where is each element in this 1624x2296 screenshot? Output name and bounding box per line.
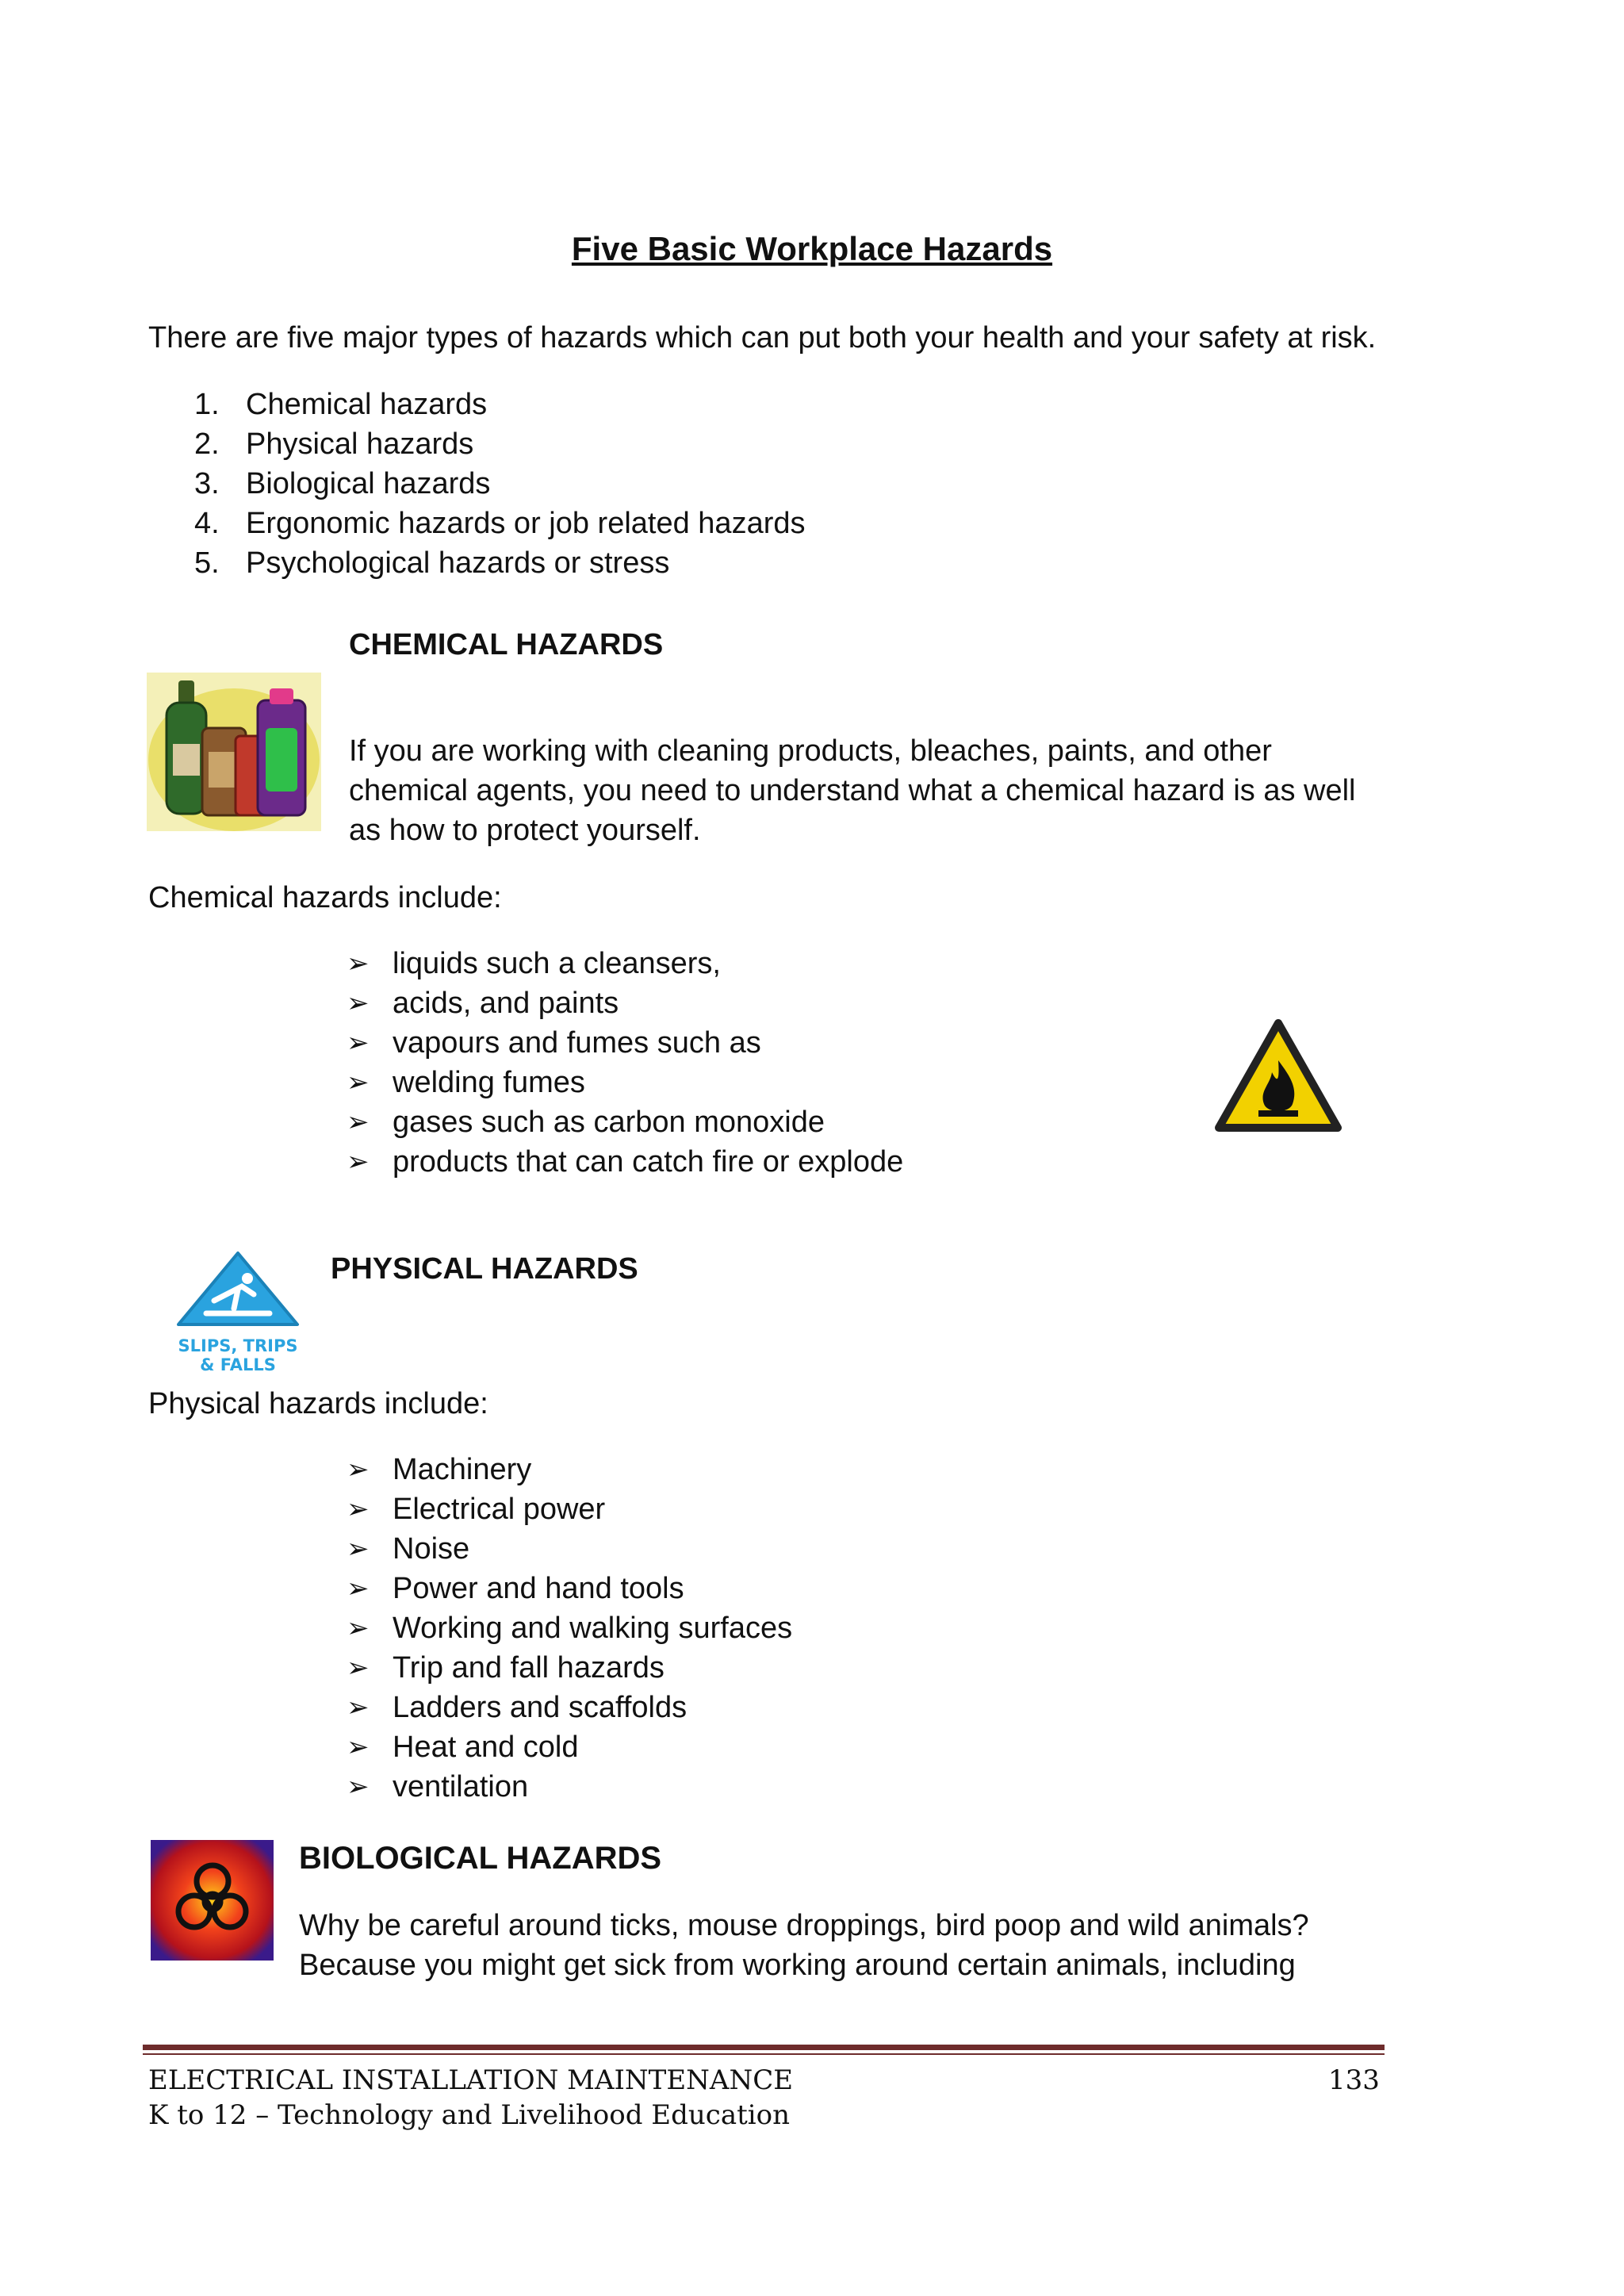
biological-heading: BIOLOGICAL HAZARDS [299, 1841, 662, 1876]
arrow-bullet-icon: ➢ [347, 1732, 370, 1762]
arrow-bullet-icon: ➢ [347, 1613, 370, 1643]
list-item: 4. Ergonomic hazards or job related hazards [194, 507, 806, 540]
list-item: 1. Chemical hazards [194, 388, 488, 421]
list-item: ➢ Noise [347, 1529, 792, 1569]
list-item: ➢ vapours and fumes such as [347, 1023, 903, 1063]
chemical-bottles-icon [147, 673, 321, 831]
arrow-bullet-icon: ➢ [347, 1653, 370, 1683]
arrow-bullet-icon: ➢ [347, 1455, 370, 1485]
slips-trips-falls-sign [159, 1245, 317, 1372]
arrow-bullet-icon: ➢ [347, 1494, 370, 1524]
list-item: ➢ Machinery [347, 1450, 792, 1489]
hazard-types-list [194, 385, 806, 583]
footer-rule [143, 2045, 1385, 2050]
list-item: ➢ ventilation [347, 1767, 792, 1807]
list-item: ➢ Working and walking surfaces [347, 1608, 792, 1648]
footer-subtitle: K to 12 – Technology and Livelihood Education [148, 2099, 790, 2131]
list-item: ➢ gases such as carbon monoxide [347, 1102, 903, 1142]
intro-text: There are five major types of hazards which can put both your health and your safety at risk. [148, 321, 1377, 355]
footer-rule [143, 2053, 1385, 2055]
list-item: ➢ Heat and cold [347, 1727, 792, 1767]
chemical-heading: CHEMICAL HAZARDS [349, 628, 664, 661]
arrow-bullet-icon: ➢ [347, 1573, 370, 1604]
physical-heading: PHYSICAL HAZARDS [331, 1252, 638, 1286]
page-number: 133 [1328, 2064, 1380, 2096]
list-item: ➢ liquids such a cleansers, [347, 944, 903, 983]
list-item: 3. Biological hazards [194, 467, 491, 500]
list-item: ➢ Power and hand tools [347, 1569, 792, 1608]
list-item: ➢ Trip and fall hazards [347, 1648, 792, 1688]
flammable-warning-icon [1215, 1017, 1342, 1136]
chemical-paragraph: If you are working with cleaning products, bleaches, paints, and other chemical agents, you need to understand what a chemical hazard is as well as how to protect yourself. [349, 734, 1356, 847]
biohazard-icon [151, 1840, 274, 1961]
arrow-bullet-icon: ➢ [347, 1692, 370, 1723]
chemical-items-list [347, 944, 903, 1182]
arrow-bullet-icon: ➢ [347, 1068, 370, 1098]
arrow-bullet-icon: ➢ [347, 1028, 370, 1058]
arrow-bullet-icon: ➢ [347, 1147, 370, 1177]
physical-items-list [347, 1450, 792, 1807]
page-title: Five Basic Workplace Hazards [571, 230, 1053, 267]
list-item: ➢ products that can catch fire or explode [347, 1142, 903, 1182]
list-item: ➢ acids, and paints [347, 983, 903, 1023]
physical-include-label: Physical hazards include: [148, 1387, 488, 1420]
arrow-bullet-icon: ➢ [347, 988, 370, 1018]
chemical-include-label: Chemical hazards include: [148, 881, 502, 914]
list-item: 5. Psychological hazards or stress [194, 546, 670, 580]
arrow-bullet-icon: ➢ [347, 1772, 370, 1802]
arrow-bullet-icon: ➢ [347, 949, 370, 979]
arrow-bullet-icon: ➢ [347, 1534, 370, 1564]
list-item: ➢ Electrical power [347, 1489, 792, 1529]
footer-title: ELECTRICAL INSTALLATION MAINTENANCE [148, 2064, 794, 2096]
list-item: ➢ Ladders and scaffolds [347, 1688, 792, 1727]
list-item: 2. Physical hazards [194, 427, 474, 461]
sign-text: SLIPS, TRIPS [178, 1336, 298, 1355]
biological-paragraph: Why be careful around ticks, mouse droppings, bird poop and wild animals? Because you might get sick from working around certain animals, including [299, 1909, 1309, 1982]
list-item: ➢ welding fumes [347, 1063, 903, 1102]
sign-text: & FALLS [200, 1355, 276, 1374]
arrow-bullet-icon: ➢ [347, 1107, 370, 1137]
